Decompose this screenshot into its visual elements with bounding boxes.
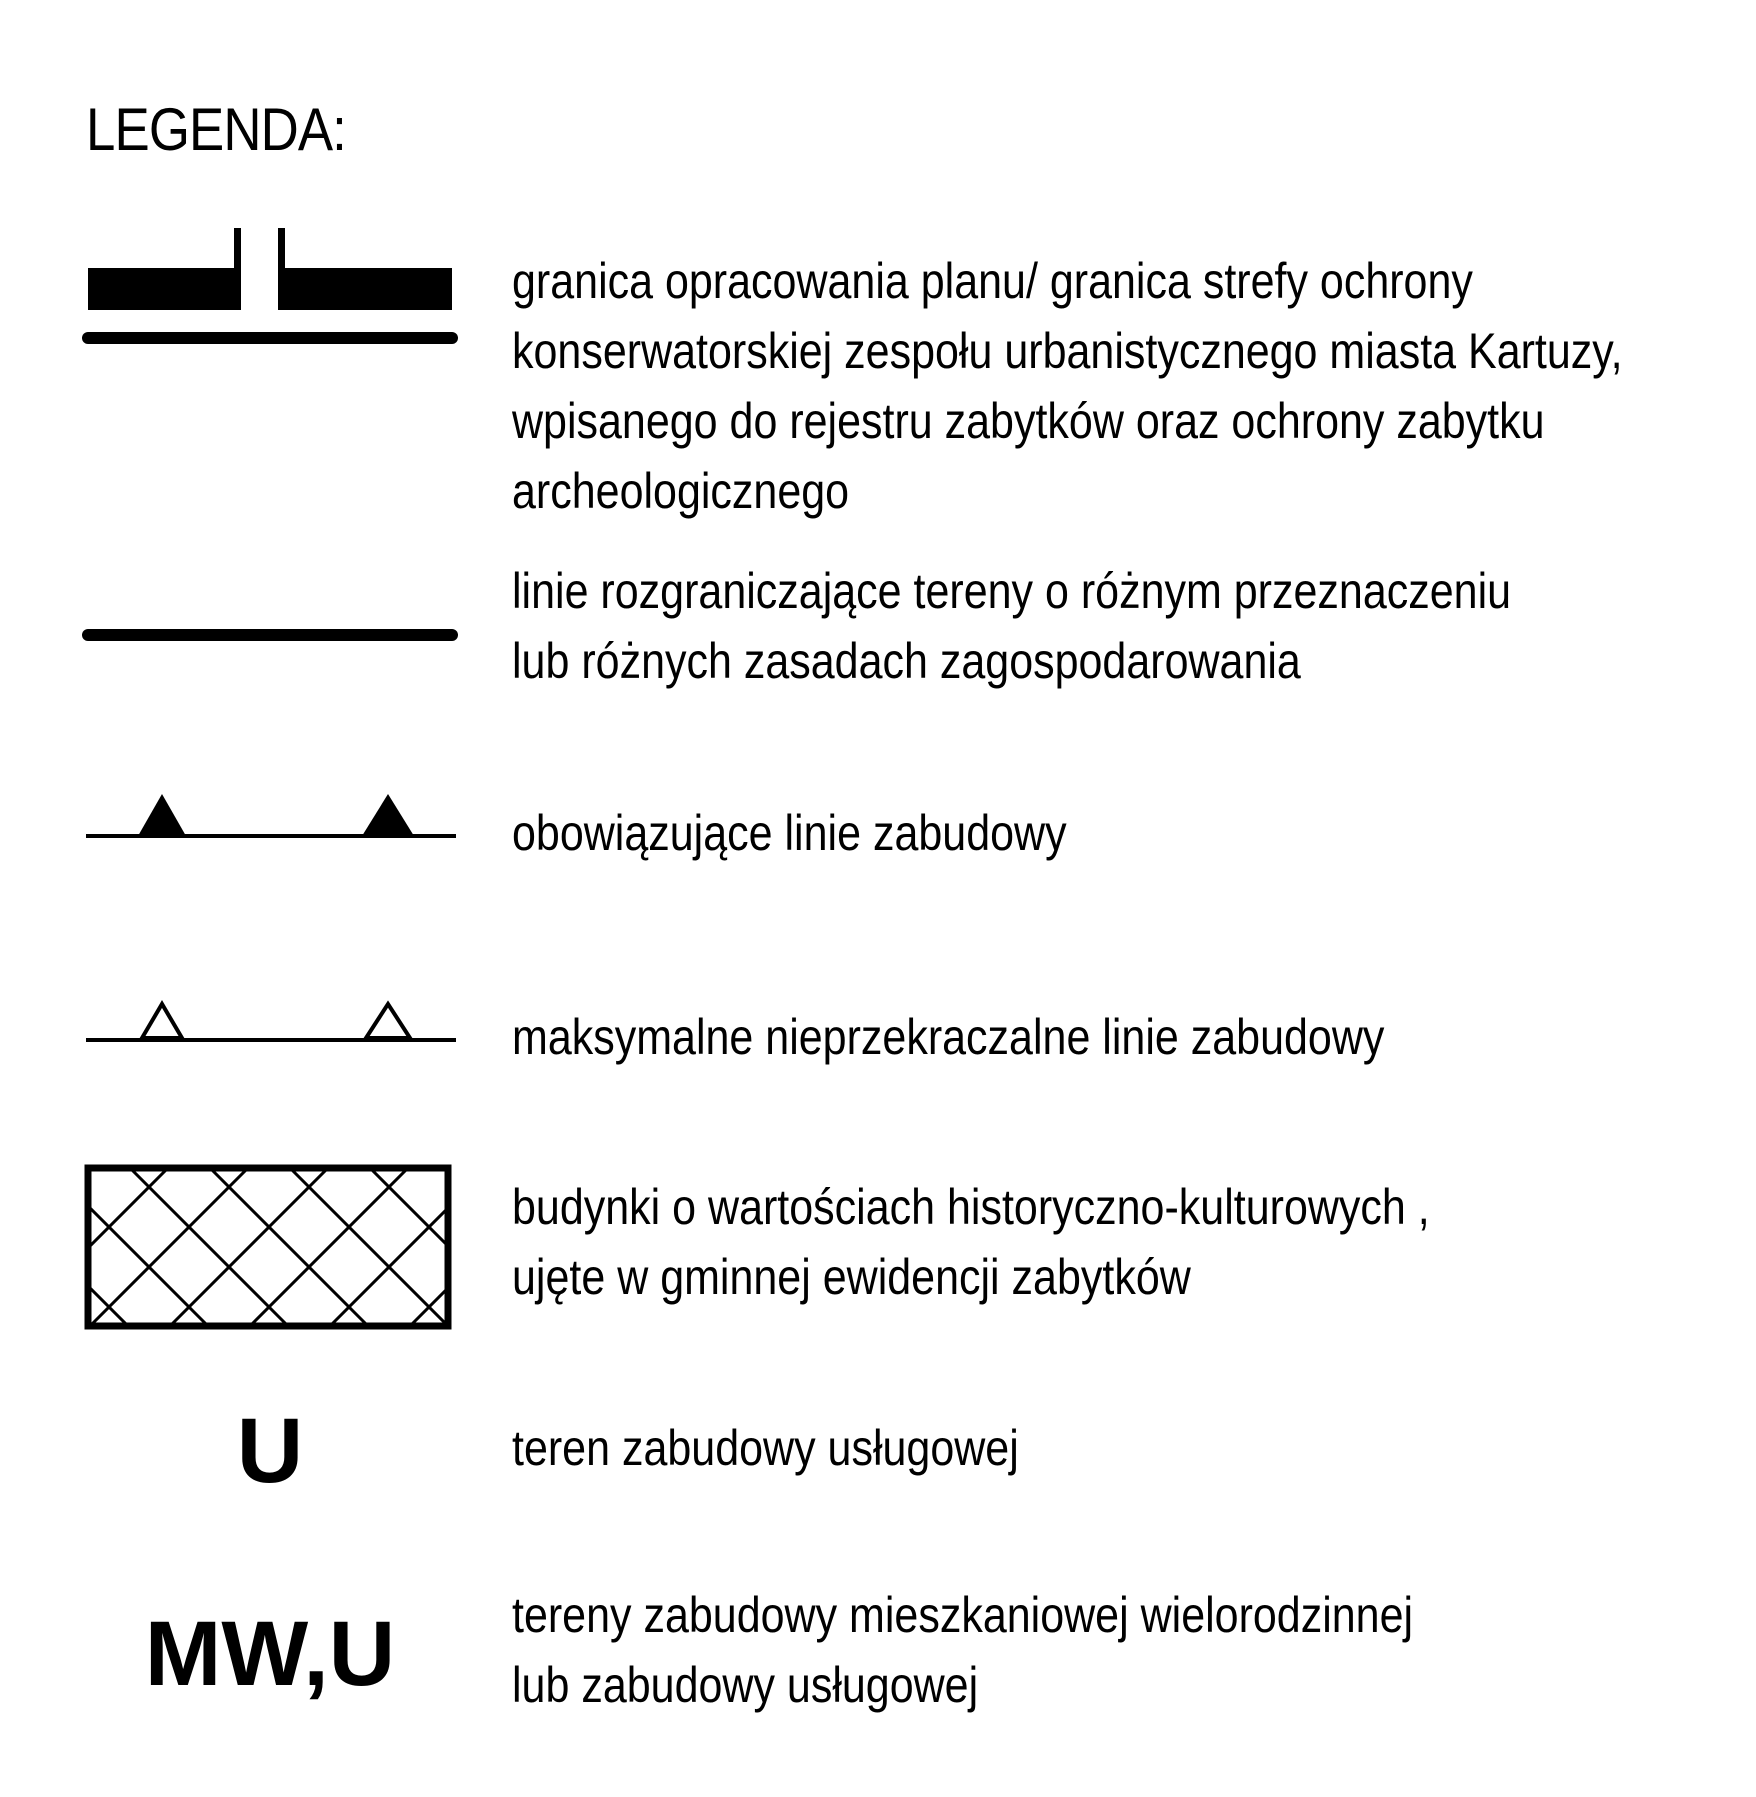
legend-item-residential-service-description: tereny zabudowy mieszkaniowej wielorodzinnej lub zabudowy usługowej [512, 1587, 1414, 1713]
legend-item-historic-buildings-description: budynki o wartościach historyczno-kulturowych , ujęte w gminnej ewidencji zabytków [512, 1179, 1430, 1305]
legend-item-max-building-lines-description: maksymalne nieprzekraczalne linie zabudowy [512, 1009, 1385, 1065]
boundary-double-line-icon [80, 220, 460, 350]
thick-line-icon [80, 620, 460, 650]
outline-triangle-line-icon [80, 990, 460, 1050]
legend-title: LEGENDA: [86, 96, 346, 163]
legend-item-service-area-description: teren zabudowy usługowej [512, 1420, 1019, 1476]
residential-service-area-code: MW,U [144, 1603, 396, 1705]
legend-item-boundary-description: granica opracowania planu/ granica strefy ochrony konserwatorskiej zespołu urbanistycznego miasta Kartuzy, wpisanego do rejestru zabytków oraz ochrony zabytku archeologicznego [512, 253, 1623, 519]
crosshatch-box-icon [80, 1160, 460, 1335]
service-area-code: U [236, 1400, 304, 1502]
legend-item-dividing-lines-description: linie rozgraniczające tereny o różnym przeznaczeniu lub różnych zasadach zagospodarowania [512, 563, 1512, 689]
legend-item-mandatory-building-lines-description: obowiązujące linie zabudowy [512, 805, 1067, 861]
filled-triangle-line-icon [80, 780, 460, 840]
